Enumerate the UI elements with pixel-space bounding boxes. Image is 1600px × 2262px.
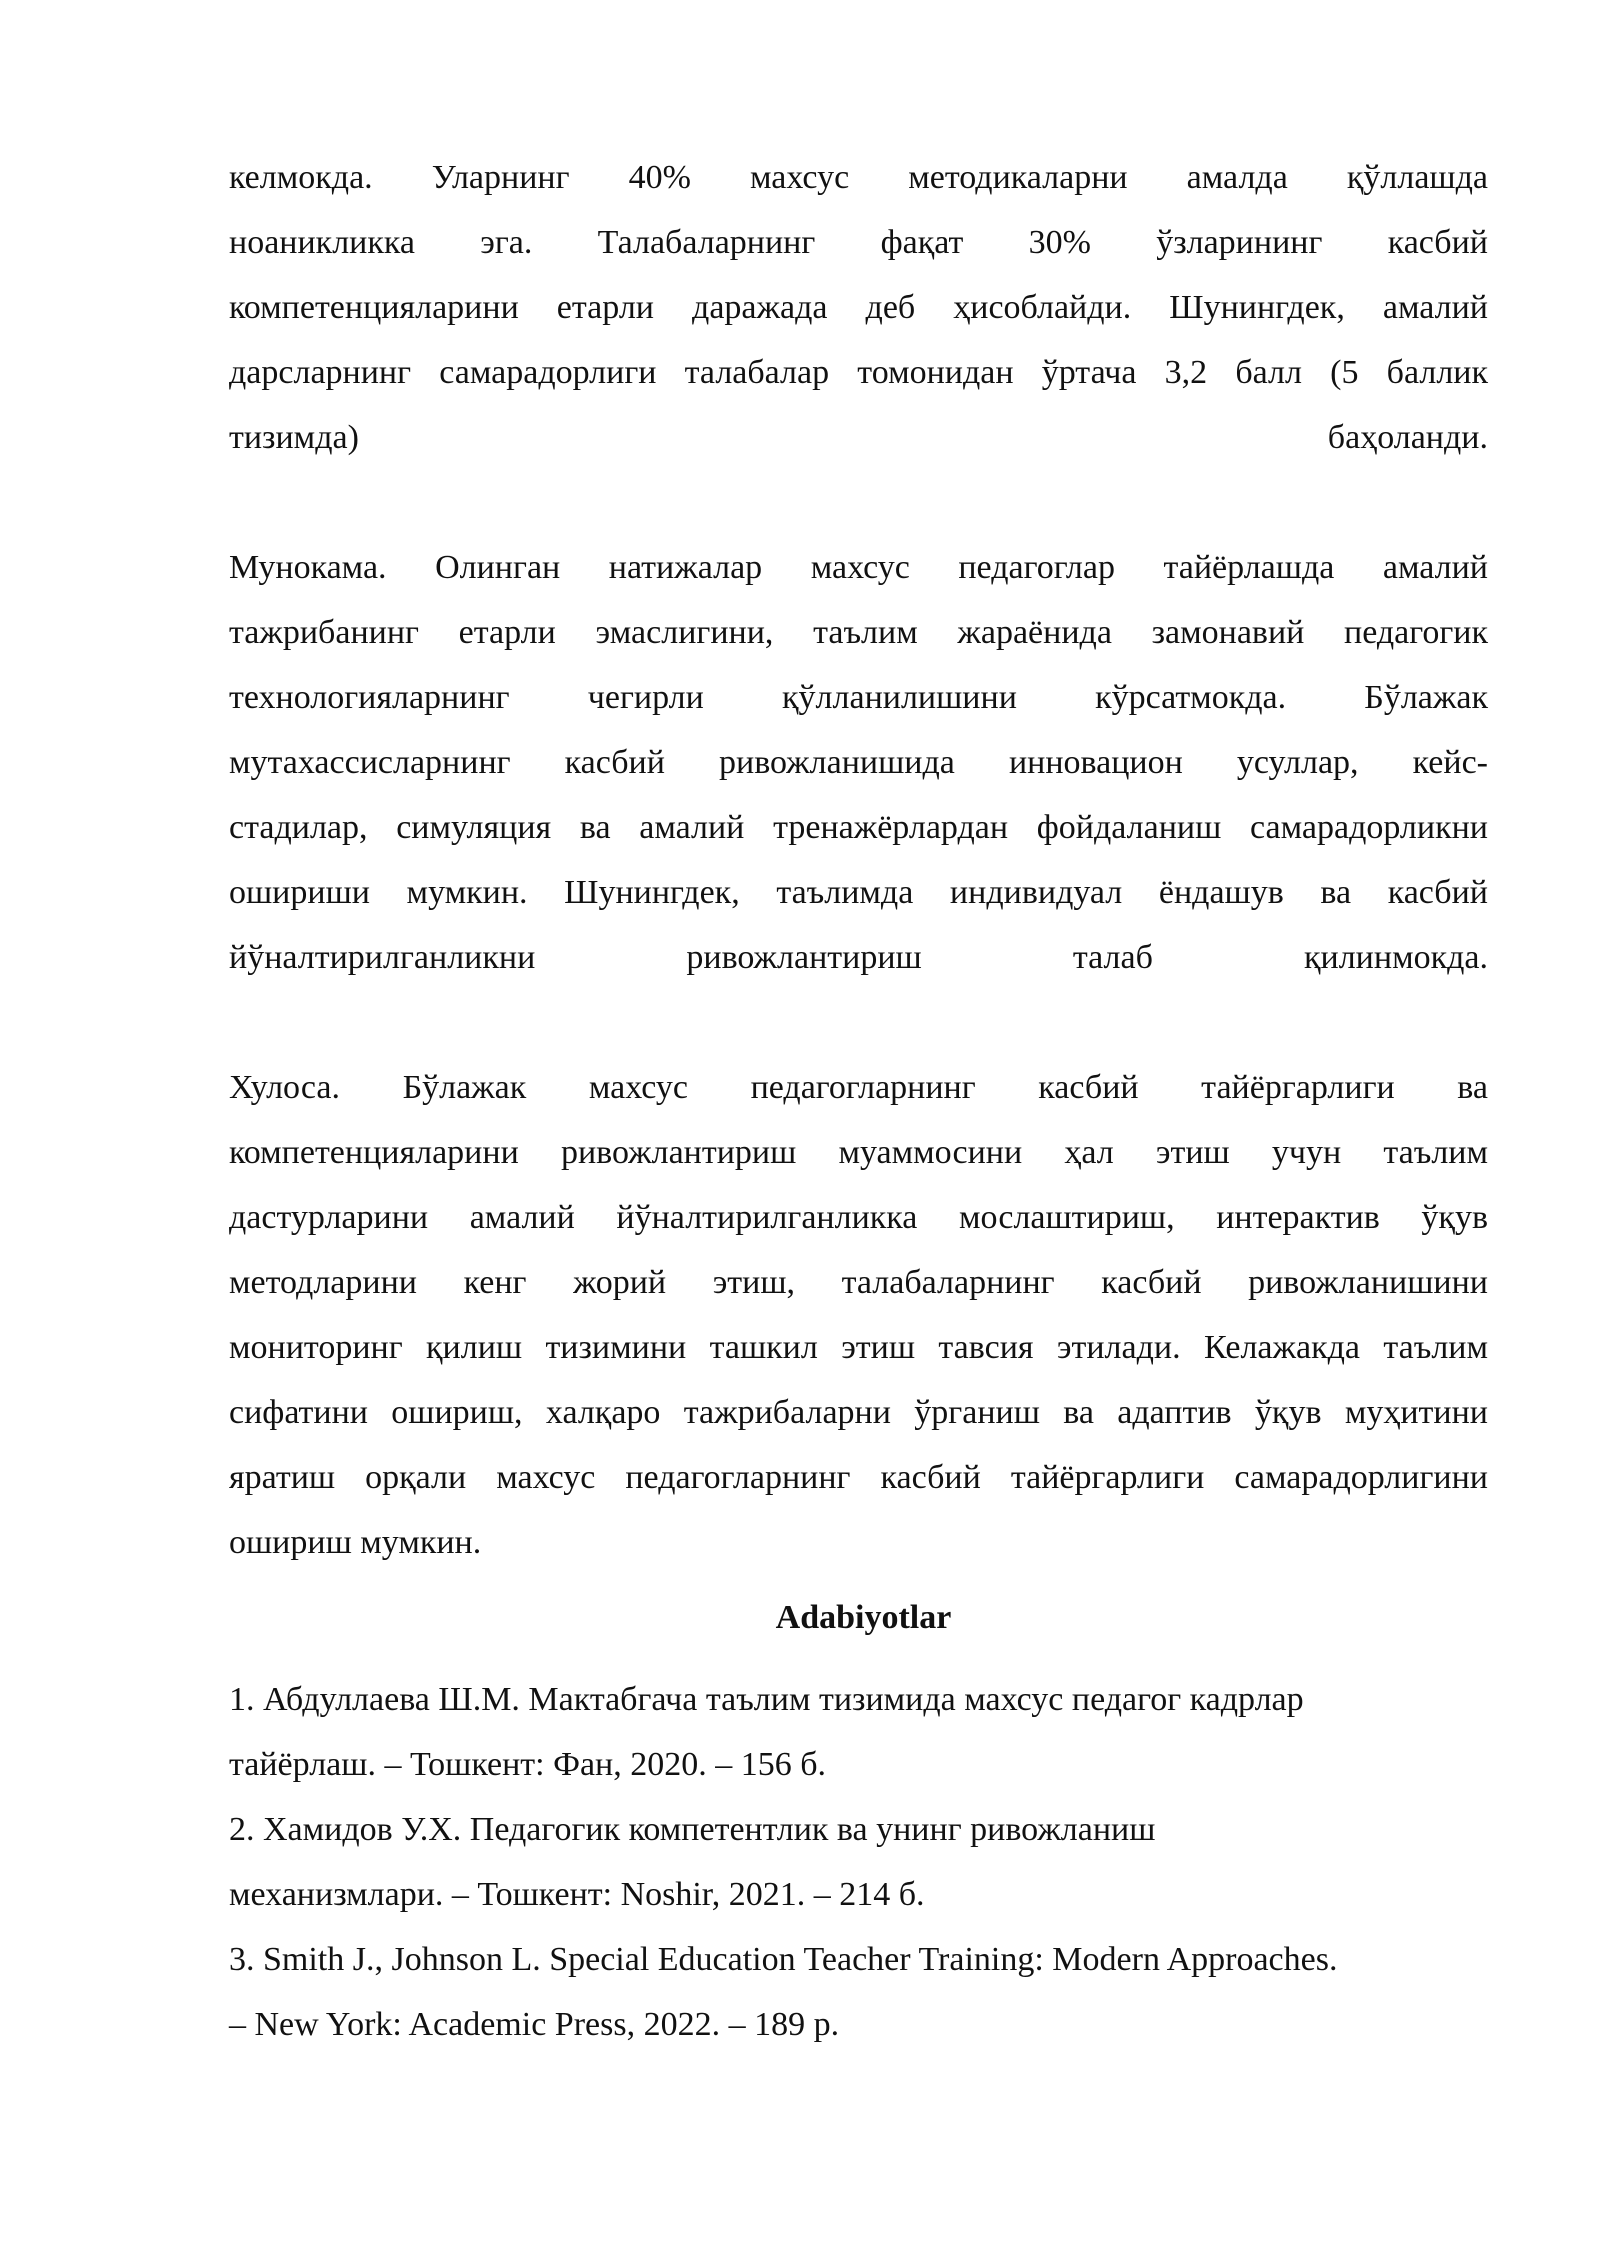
text-line: компетенцияларини етарли даражада деб ҳисоблайди. Шунингдек, амалий <box>229 289 1488 326</box>
paragraph-discussion <box>229 535 1488 990</box>
text-line: дастурларини амалий йўналтирилганликка мослаштириш, интерактив ўқув <box>229 1199 1488 1236</box>
text-line: Мунокама. Олинган натижалар махсус педагоглар тайёрлашда амалий <box>229 549 1488 586</box>
text-line: компетенцияларини ривожлантириш муаммосини ҳал этиш учун таълим <box>229 1134 1488 1171</box>
references-list <box>229 1667 1488 2057</box>
text-line: яратиш орқали махсус педагогларнинг касбий тайёргарлиги самарадорлигини <box>229 1459 1488 1496</box>
paragraph-conclusion <box>229 1055 1488 1575</box>
text-line: сифатини ошириш, халқаро тажрибаларни ўрганиш ва адаптив ўқув муҳитини <box>229 1394 1488 1431</box>
reference-line: – New York: Academic Press, 2022. – 189 p. <box>229 2006 840 2043</box>
text-line: ошириш мумкин. <box>229 1524 482 1561</box>
text-line: мониторинг қилиш тизимини ташкил этиш тавсия этилади. Келажакда таълим <box>229 1329 1488 1366</box>
text-line: йўналтирилганликни ривожлантириш талаб қилинмокда. <box>229 939 1488 976</box>
paragraph-results <box>229 145 1488 470</box>
text-line: тажрибанинг етарли эмаслигини, таълим жараёнида замонавий педагогик <box>229 614 1488 651</box>
text-line: методларини кенг жорий этиш, талабаларнинг касбий ривожланишини <box>229 1264 1488 1301</box>
text-line: ошириши мумкин. Шунингдек, таълимда индивидуал ёндашув ва касбий <box>229 874 1488 911</box>
text-line: мутахассисларнинг касбий ривожланишида инновацион усуллар, кейс- <box>229 744 1488 781</box>
text-line: стадилар, симуляция ва амалий тренажёрлардан фойдаланиш самарадорликни <box>229 809 1488 846</box>
reference-line: 3. Smith J., Johnson L. Special Education Teacher Training: Modern Approaches. <box>229 1941 1338 1978</box>
text-line: ноаникликка эга. Талабаларнинг фақат 30% ўзларининг касбий <box>229 224 1488 261</box>
paragraph-gap <box>229 990 1488 1055</box>
text-line: тизимда) баҳоланди. <box>229 419 1488 456</box>
reference-line: тайёрлаш. – Тошкент: Фан, 2020. – 156 б. <box>229 1746 827 1783</box>
reference-line: 2. Хамидов У.Х. Педагогик компетентлик ва унинг ривожланиш <box>229 1811 1156 1848</box>
references-title: Adabiyotlar <box>775 1599 952 1636</box>
page-content <box>229 145 1488 2057</box>
text-line: технологияларнинг чегирли қўлланилишини кўрсатмокда. Бўлажак <box>229 679 1488 716</box>
paragraph-gap <box>229 470 1488 535</box>
reference-line: 1. Абдуллаева Ш.М. Мактабгача таълим тизимида махсус педагог кадрлар <box>229 1681 1304 1718</box>
reference-line: механизмлари. – Тошкент: Noshir, 2021. – 214 б. <box>229 1876 925 1913</box>
text-line: дарсларнинг самарадорлиги талабалар томонидан ўртача 3,2 балл (5 баллик <box>229 354 1488 391</box>
text-line: Хулоса. Бўлажак махсус педагогларнинг касбий тайёргарлиги ва <box>229 1069 1488 1106</box>
text-line: келмокда. Уларнинг 40% махсус методикаларни амалда қўллашда <box>229 159 1488 196</box>
